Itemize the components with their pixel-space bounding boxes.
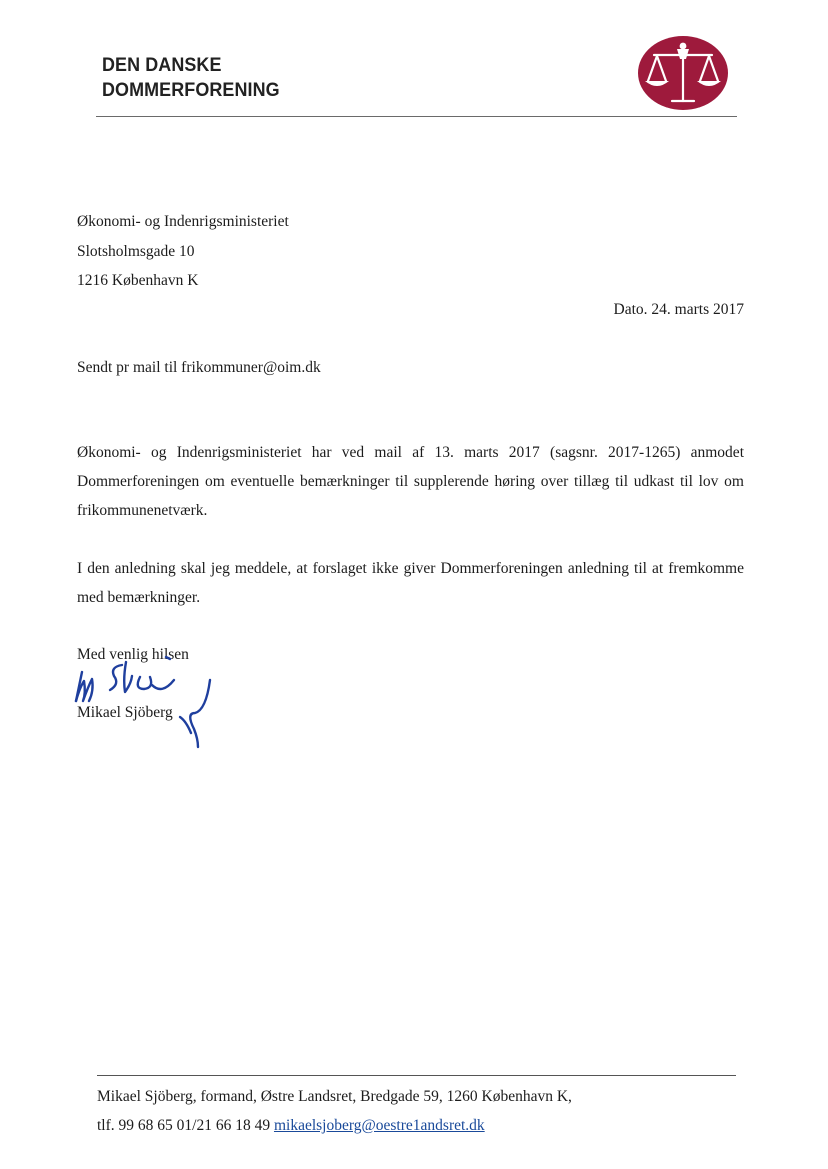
recipient-city: 1216 København K (77, 272, 199, 289)
recipient-name: Økonomi- og Indenrigsministeriet (77, 213, 289, 230)
recipient-street: Slotsholmsgade 10 (77, 243, 195, 260)
signer-name: Mikael Sjöberg (77, 704, 173, 721)
footer-email-link[interactable]: mikaelsjoberg@oestre1andsret.dk (273, 1117, 485, 1134)
body-paragraph-1: Økonomi- og Indenrigsministeriet har ved mail af 13. marts 2017 (sagsnr. 2017-1265) anmodet Dommerforeningen om eventuelle bemærkninger til supplerende høring over tillæg til udkast til lov om frikommunenetværk. (77, 444, 744, 519)
scales-of-justice-icon (637, 35, 729, 111)
org-name-line-2: DOMMERFORENING (102, 79, 280, 101)
org-name-line-1: DEN DANSKE (102, 54, 222, 76)
sent-via-line: Sendt pr mail til frikommuner@oim.dk (77, 359, 321, 376)
closing-greeting: Med venlig hilsen (77, 646, 189, 663)
footer-contact (97, 1116, 485, 1136)
header-divider (96, 116, 737, 117)
footer-address: Mikael Sjöberg, formand, Østre Landsret, Bredgade 59, 1260 København K, (97, 1088, 572, 1105)
body-paragraph-2: I den anledning skal jeg meddele, at forslaget ikke giver Dommerforeningen anledning til at fremkomme med bemærkninger. (77, 560, 744, 606)
footer-phone: tlf. 99 68 65 01/21 66 18 49 (97, 1117, 271, 1134)
footer-divider (97, 1075, 736, 1076)
handwritten-signature (70, 655, 220, 750)
organization-name (102, 53, 280, 103)
letter-date: Dato. 24. marts 2017 (613, 301, 744, 318)
